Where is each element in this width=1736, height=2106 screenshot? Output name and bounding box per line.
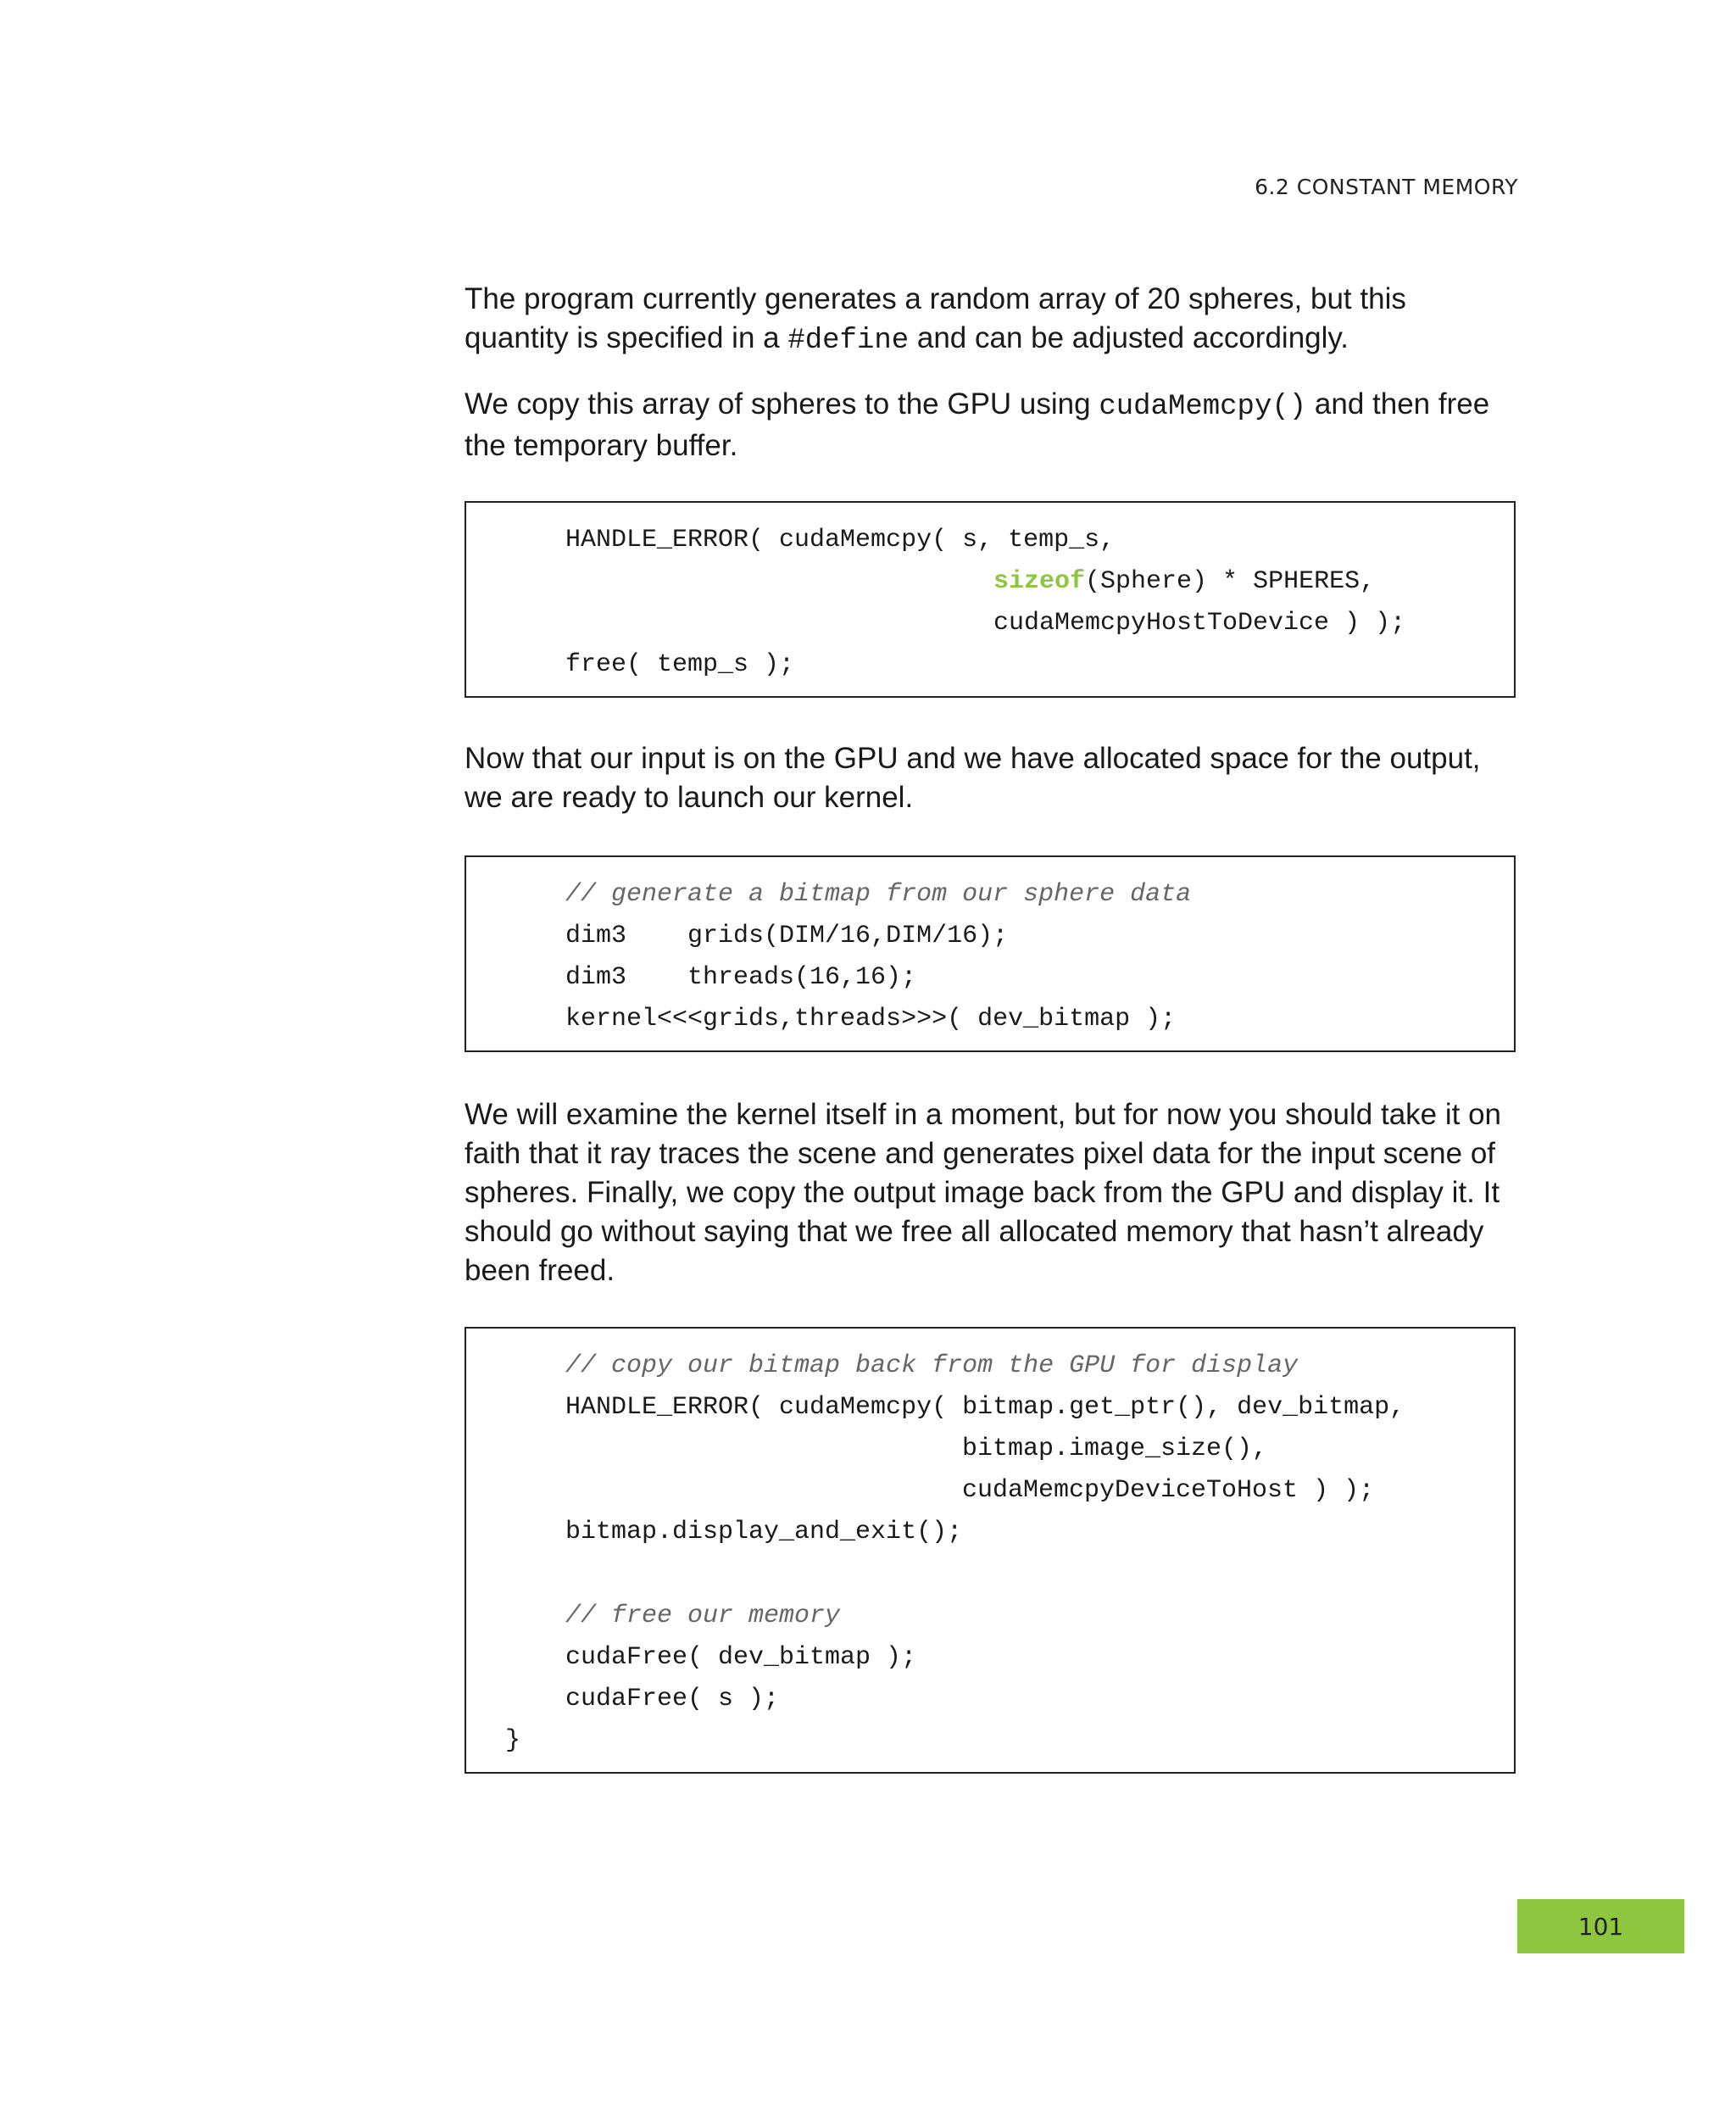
code-block-kernel-launch <box>465 855 1516 1052</box>
cudamemcpy-code: cudaMemcpy() <box>1099 391 1307 423</box>
paragraph-3-text: Now that our input is on the GPU and we have allocated space for the output, we are ready to launch our kernel. <box>465 742 1481 814</box>
code-comment: // copy our bitmap back from the GPU for display <box>565 1351 1299 1380</box>
paragraph-1 <box>465 280 1517 360</box>
code-line: dim3 grids(DIM/16,DIM/16); <box>565 922 1009 950</box>
paragraph-1-text-b: and can be adjusted accordingly. <box>909 321 1349 354</box>
paragraph-3 <box>465 739 1517 817</box>
code-line: cudaMemcpyDeviceToHost ) ); <box>962 1476 1375 1505</box>
code-comment: // free our memory <box>565 1602 841 1630</box>
code-line: dim3 threads(16,16); <box>565 963 917 992</box>
code-line: cudaFree( s ); <box>565 1685 780 1713</box>
code-line-rest: (Sphere) * SPHERES, <box>1085 567 1376 596</box>
code-line: HANDLE_ERROR( cudaMemcpy( s, temp_s, <box>565 526 1116 554</box>
code-line: cudaFree( dev_bitmap ); <box>565 1643 917 1672</box>
paragraph-4 <box>465 1095 1517 1290</box>
sizeof-keyword: sizeof <box>993 567 1086 596</box>
paragraph-4-text: We will examine the kernel itself in a moment, but for now you should take it on faith that it ray traces the scene and generates pixel data for the input scene of spheres. Finally, we copy the output image back from the GPU and display it. It should go without saying that we free all allocated memory that hasn’t already been freed. <box>465 1098 1502 1287</box>
code-line <box>993 566 1375 597</box>
code-block-copy-back <box>465 1327 1516 1774</box>
code-comment: // generate a bitmap from our sphere data <box>565 880 1192 909</box>
paragraph-2 <box>465 385 1517 465</box>
code-block-copy-spheres <box>465 501 1516 698</box>
page-number: 101 <box>1517 1899 1684 1953</box>
paragraph-2-text-a: We copy this array of spheres to the GPU using <box>465 387 1099 421</box>
paragraph-1-text-a: The program currently generates a random array of 20 spheres, but this quantity is specified in a <box>465 282 1406 354</box>
running-head: 6.2 CONSTANT MEMORY <box>1255 175 1518 199</box>
code-line: bitmap.image_size(), <box>962 1435 1268 1463</box>
define-code: #define <box>787 325 910 357</box>
code-line: free( temp_s ); <box>565 650 795 679</box>
code-closing-brace: } <box>505 1726 521 1755</box>
code-line: cudaMemcpyHostToDevice ) ); <box>993 609 1406 638</box>
code-line: HANDLE_ERROR( cudaMemcpy( bitmap.get_ptr(), dev_bitmap, <box>565 1393 1405 1422</box>
paragraph-2-text-b: and then free the temporary buffer. <box>465 387 1490 462</box>
code-line: bitmap.display_and_exit(); <box>565 1518 963 1546</box>
code-line: kernel<<<grids,threads>>>( dev_bitmap ); <box>565 1005 1177 1034</box>
